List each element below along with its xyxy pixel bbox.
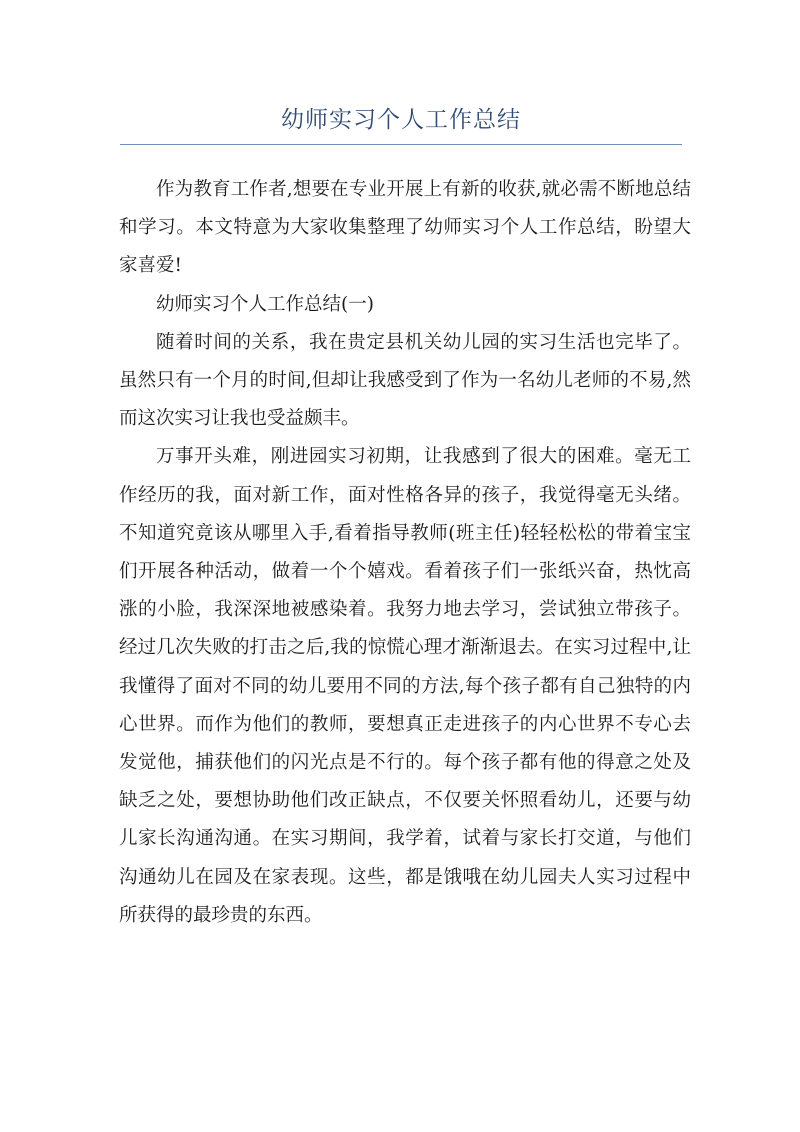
title-underline [120,144,682,145]
body-paragraph: 随着时间的关系，我在贵定县机关幼儿园的实习生活也完毕了。虽然只有一个月的时间,但却让我感受到了作为一名幼儿老师的不易,然而这次实习让我也受益颇丰。 [119,331,691,430]
intro-paragraph: 作为教育工作者,想要在专业开展上有新的收获,就必需不断地总结和学习。本文特意为大家收集整理了幼师实习个人工作总结，盼望大家喜爱! [119,179,691,277]
body-paragraph: 万事开头难，刚进园实习初期，让我感到了很大的困难。毫无工作经历的我，面对新工作，面对性格各异的孩子，我觉得毫无头绪。不知道究竟该从哪里入手,看着指导教师(班主任)轻轻松松的带着宝宝们开展各种活动，做着一个个嬉戏。看着孩子们一张纸兴奋，热忱高涨的小脸，我深深地被感染着。我努力地去学习，尝试独立带孩子。经过几次失败的打击之后,我的惊慌心理才渐渐退去。在实习过程中,让我懂得了面对不同的幼儿要用不同的方法,每个孩子都有自己独特的内心世界。而作为他们的教师，要想真正走进孩子的内心世界不专心去发觉他，捕获他们的闪光点是不行的。每个孩子都有他的得意之处及缺乏之处，要想协助他们改正缺点，不仅要关怀照看幼儿，还要与幼儿家长沟通沟通。在实习期间，我学着，试着与家长打交道，与他们沟通幼儿在园及在家表现。这些，都是饿哦在幼儿园夫人实习过程中所获得的最珍贵的东西。 [119,446,691,926]
document-title: 幼师实习个人工作总结 [281,107,521,133]
section-heading: 幼师实习个人工作总结(一) [156,293,374,315]
document-body [119,171,691,935]
